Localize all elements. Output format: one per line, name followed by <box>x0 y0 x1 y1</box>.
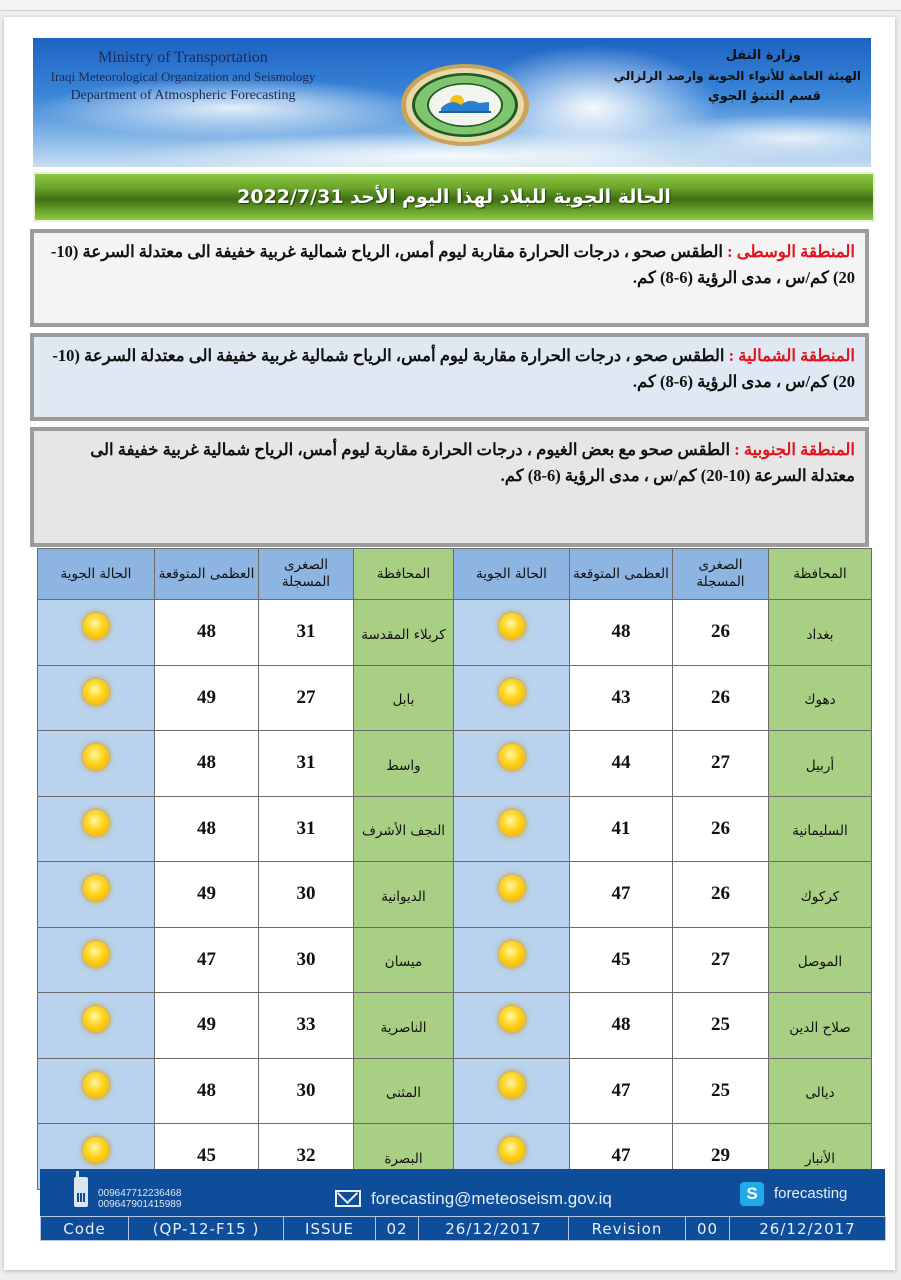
max-temp-cell: 41 <box>570 796 673 862</box>
sunny-icon <box>499 1072 525 1098</box>
min-temp-cell: 29 <box>673 1124 769 1190</box>
table-row <box>38 796 872 862</box>
contact-row <box>40 1169 885 1216</box>
governorate-cell: الديوانية <box>354 862 454 928</box>
max-temp-cell: 43 <box>570 665 673 731</box>
governorate-cell: واسط <box>354 731 454 797</box>
header-min-recorded: الصغرى المسجلة <box>259 549 354 600</box>
region-text: الطقس صحو ، درجات الحرارة مقاربة ليوم أمس، الرياح شمالية غربية خفيفة الى معتدلة السرعة (10-20) كم/س ، مدى الرؤية (6-8) كم. <box>52 346 855 391</box>
sunny-icon <box>83 810 109 836</box>
mail-icon <box>335 1190 361 1207</box>
condition-cell <box>38 862 155 928</box>
code-label: Code <box>41 1217 129 1241</box>
condition-cell <box>38 665 155 731</box>
governorate-cell: كربلاء المقدسة <box>354 600 454 666</box>
condition-cell <box>454 862 570 928</box>
min-temp-cell: 31 <box>259 796 354 862</box>
condition-cell <box>454 927 570 993</box>
governorate-cell: ديالى <box>769 1058 872 1124</box>
region-name: المنطقة الجنوبية : <box>734 440 855 459</box>
issue-value: 02 <box>376 1217 419 1241</box>
revision-label: Revision <box>569 1217 686 1241</box>
min-temp-cell: 27 <box>673 731 769 797</box>
header-min-recorded: الصغرى المسجلة <box>673 549 769 600</box>
governorate-cell: أربيل <box>769 731 872 797</box>
sunny-icon <box>83 875 109 901</box>
condition-cell <box>38 600 155 666</box>
sunny-icon <box>499 679 525 705</box>
region-northern <box>30 333 869 421</box>
region-text: الطقس صحو مع بعض الغيوم ، درجات الحرارة مقاربة ليوم أمس، الرياح شمالية غربية خفيفة الى معتدلة السرعة (10-20) كم/س ، مدى الرؤية (6-8) كم. <box>90 440 855 485</box>
governorate-cell: الناصرية <box>354 993 454 1059</box>
condition-cell <box>454 796 570 862</box>
table-row <box>38 993 872 1059</box>
sunny-icon <box>83 941 109 967</box>
header-governorate: المحافظة <box>769 549 872 600</box>
governorate-cell: البصرة <box>354 1124 454 1190</box>
max-temp-cell: 49 <box>155 993 259 1059</box>
max-temp-cell: 48 <box>155 600 259 666</box>
sunny-icon <box>83 1072 109 1098</box>
governorate-cell: كركوك <box>769 862 872 928</box>
min-temp-cell: 30 <box>259 927 354 993</box>
revision-date: 26/12/2017 <box>730 1217 886 1241</box>
min-temp-cell: 30 <box>259 862 354 928</box>
ministry-ar: وزارة النقل <box>725 48 801 63</box>
governorate-cell: صلاح الدين <box>769 993 872 1059</box>
table-row <box>38 927 872 993</box>
governorate-cell: بابل <box>354 665 454 731</box>
min-temp-cell: 26 <box>673 600 769 666</box>
header-condition: الحالة الجوية <box>38 549 155 600</box>
revision-value: 00 <box>686 1217 730 1241</box>
region-name: المنطقة الشمالية : <box>728 346 855 365</box>
sunny-icon <box>499 875 525 901</box>
condition-cell <box>454 600 570 666</box>
department-ar: قسم التنبؤ الجوي <box>707 89 821 104</box>
condition-cell <box>38 1058 155 1124</box>
table-row <box>38 600 872 666</box>
min-temp-cell: 26 <box>673 862 769 928</box>
governorate-cell: الموصل <box>769 927 872 993</box>
governorate-cell: الأنبار <box>769 1124 872 1190</box>
phone-numbers <box>98 1188 181 1210</box>
header-condition: الحالة الجوية <box>454 549 570 600</box>
header-banner <box>33 38 871 167</box>
min-temp-cell: 32 <box>259 1124 354 1190</box>
condition-cell <box>454 665 570 731</box>
sunny-icon <box>499 1137 525 1163</box>
max-temp-cell: 47 <box>570 1124 673 1190</box>
code-value: (QP-12-F15 ) <box>129 1217 284 1241</box>
region-central <box>30 229 869 327</box>
max-temp-cell: 47 <box>570 1058 673 1124</box>
email-address[interactable]: forecasting@meteoseism.gov.iq <box>371 1189 612 1208</box>
header-governorate: المحافظة <box>354 549 454 600</box>
sunny-icon <box>83 1006 109 1032</box>
min-temp-cell: 25 <box>673 1058 769 1124</box>
min-temp-cell: 26 <box>673 665 769 731</box>
sunny-icon <box>499 941 525 967</box>
max-temp-cell: 48 <box>570 600 673 666</box>
header-max-expected: العظمى المتوقعة <box>570 549 673 600</box>
condition-cell <box>38 993 155 1059</box>
phone-icon <box>74 1177 88 1207</box>
organization-logo-icon <box>399 62 531 148</box>
sunny-icon <box>499 810 525 836</box>
max-temp-cell: 49 <box>155 665 259 731</box>
region-name: المنطقة الوسطى : <box>727 242 855 261</box>
viewer-top-bar <box>0 0 901 11</box>
max-temp-cell: 44 <box>570 731 673 797</box>
ministry-en: Ministry of Transportation <box>98 49 268 66</box>
condition-cell <box>454 1058 570 1124</box>
max-temp-cell: 49 <box>155 862 259 928</box>
condition-cell <box>454 993 570 1059</box>
max-temp-cell: 48 <box>155 796 259 862</box>
min-temp-cell: 30 <box>259 1058 354 1124</box>
title-bar <box>33 172 875 222</box>
min-temp-cell: 25 <box>673 993 769 1059</box>
header-max-expected: العظمى المتوقعة <box>155 549 259 600</box>
phone-number: 009647712236468 <box>98 1188 182 1199</box>
region-text: الطقس صحو ، درجات الحرارة مقاربة ليوم أمس، الرياح شمالية غربية خفيفة الى معتدلة السرعة (10-20) كم/س ، مدى الرؤية (6-8) كم. <box>50 242 855 287</box>
header-english <box>33 48 333 106</box>
condition-cell <box>38 731 155 797</box>
sunny-icon <box>83 613 109 639</box>
min-temp-cell: 27 <box>259 665 354 731</box>
department-en: Department of Atmospheric Forecasting <box>70 88 296 103</box>
table-row <box>38 862 872 928</box>
skype-icon: S <box>740 1182 764 1206</box>
issue-label: ISSUE <box>284 1217 376 1241</box>
sunny-icon <box>499 744 525 770</box>
sunny-icon <box>499 1006 525 1032</box>
condition-cell <box>38 927 155 993</box>
table-row <box>38 665 872 731</box>
phone-number: 009647901415989 <box>98 1199 182 1210</box>
table-row <box>38 731 872 797</box>
min-temp-cell: 26 <box>673 796 769 862</box>
min-temp-cell: 27 <box>673 927 769 993</box>
page-title: الحالة الجوية للبلاد لهذا اليوم الأحد 2022/7/31 <box>237 186 671 208</box>
min-temp-cell: 33 <box>259 993 354 1059</box>
governorate-cell: دهوك <box>769 665 872 731</box>
max-temp-cell: 47 <box>570 862 673 928</box>
governorate-cell: السليمانية <box>769 796 872 862</box>
sunny-icon <box>83 679 109 705</box>
sunny-icon <box>499 613 525 639</box>
region-southern <box>30 427 869 547</box>
sunny-icon <box>83 744 109 770</box>
max-temp-cell: 48 <box>570 993 673 1059</box>
table-header-row <box>38 549 872 600</box>
document-code-bar <box>40 1216 886 1241</box>
sunny-icon <box>83 1137 109 1163</box>
governorate-cell: النجف الأشرف <box>354 796 454 862</box>
governorate-cell: بغداد <box>769 600 872 666</box>
governorate-cell: المثنى <box>354 1058 454 1124</box>
organization-en: Iraqi Meteorological Organization and Seismology <box>50 69 316 84</box>
condition-cell <box>454 731 570 797</box>
max-temp-cell: 48 <box>155 731 259 797</box>
forecast-table <box>37 548 872 1190</box>
min-temp-cell: 31 <box>259 731 354 797</box>
condition-cell <box>38 796 155 862</box>
max-temp-cell: 45 <box>155 1124 259 1190</box>
table-row <box>38 1058 872 1124</box>
max-temp-cell: 47 <box>155 927 259 993</box>
governorate-cell: ميسان <box>354 927 454 993</box>
organization-ar: الهيئة العامة للأنواء الجوية وارصد الزلزالي <box>613 69 861 83</box>
skype-handle[interactable]: forecasting <box>774 1185 848 1202</box>
header-arabic <box>561 46 861 108</box>
min-temp-cell: 31 <box>259 600 354 666</box>
issue-date: 26/12/2017 <box>419 1217 569 1241</box>
max-temp-cell: 45 <box>570 927 673 993</box>
footer <box>40 1169 885 1241</box>
max-temp-cell: 48 <box>155 1058 259 1124</box>
